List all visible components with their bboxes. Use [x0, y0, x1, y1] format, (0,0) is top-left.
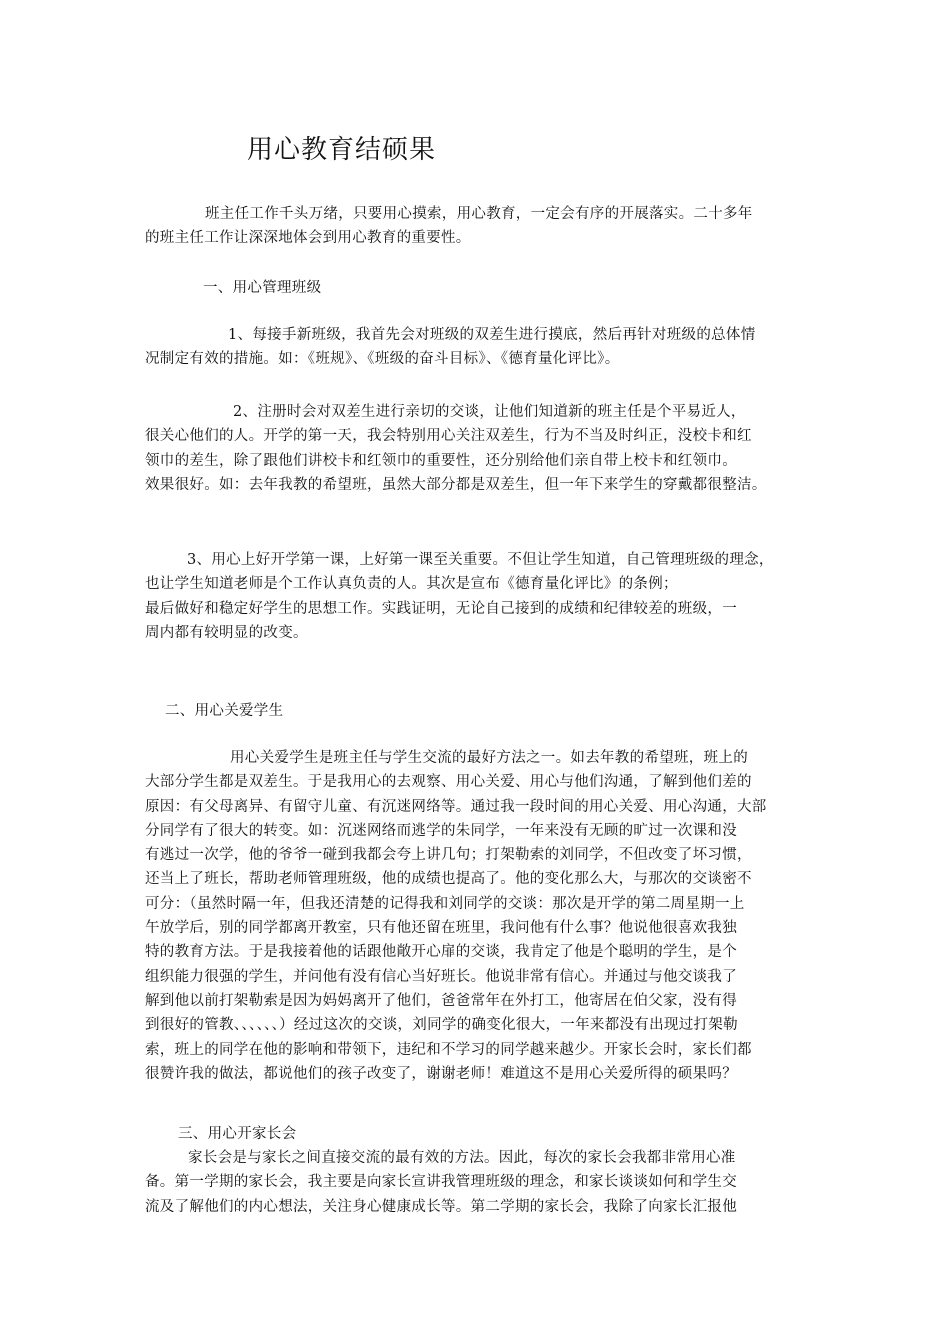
section-heading-3: 三、用心开家长会 [178, 1126, 297, 1142]
paragraph-line: 备。第一学期的家长会，我主要是向家长宣讲我管理班级的理念，和家长谈谈如何和学生交 [145, 1174, 737, 1191]
paragraph-line: 2、注册时会对双差生进行亲切的交谈，让他们知道新的班主任是个平易近人， [233, 404, 746, 420]
paragraph-line: 1、每接手新班级，我首先会对班级的双差生进行摸底，然后再针对班级的总体情 [228, 327, 756, 343]
paragraph-line: 班主任工作千头万绪，只要用心摸索，用心教育，一定会有序的开展落实。二十多年 [205, 206, 753, 222]
paragraph-line: 分同学有了很大的转变。如：沉迷网络而逃学的朱同学，一年来没有无顾的旷过一次课和没 [145, 822, 737, 839]
paragraph-line: 的班主任工作让深深地体会到用心教育的重要性。 [145, 230, 471, 247]
paragraph-line: 原因：有父母离异、有留守儿童、有沉迷网络等。通过我一段时间的用心关爱、用心沟通，大部 [145, 798, 767, 815]
section2-paragraph [145, 746, 810, 1086]
paragraph-line: 领巾的差生，除了跟他们讲校卡和红领巾的重要性，还分别给他们亲自带上校卡和红领巾。 [145, 452, 737, 469]
paragraph-line: 特的教育方法。于是我接着他的话跟他敞开心扉的交谈，我肯定了他是个聪明的学生，是个 [145, 944, 737, 961]
paragraph-line: 最后做好和稳定好学生的思想工作。实践证明，无论自己接到的成绩和纪律较差的班级，一 [145, 600, 737, 617]
document-title: 用心教育结硕果 [247, 135, 437, 165]
paragraph-line: 用心关爱学生是班主任与学生交流的最好方法之一。如去年教的希望班，班上的 [230, 750, 748, 766]
paragraph-line: 流及了解他们的内心想法，关注身心健康成长等。第二学期的家长会，我除了向家长汇报他 [145, 1198, 737, 1215]
paragraph-line: 也让学生知道老师是个工作认真负责的人。其次是宣布《德育量化评比》的条例； [145, 576, 678, 593]
paragraph-line: 索，班上的同学在他的影响和带领下，违纪和不学习的同学越来越少。开家长会时，家长们都 [145, 1041, 752, 1058]
intro-paragraph [145, 202, 810, 251]
section-heading-1: 一、用心管理班级 [203, 280, 322, 296]
paragraph-line: 3、用心上好开学第一课，上好第一课至关重要。不但让学生知道，自己管理班级的理念， [187, 552, 774, 568]
paragraph-line: 解到他以前打架勒索是因为妈妈离开了他们，爸爸常年在外打工，他寄居在伯父家，没有得 [145, 992, 737, 1009]
section3-paragraph [145, 1146, 810, 1219]
paragraph-line: 家长会是与家长之间直接交流的最有效的方法。因此，每次的家长会我都非常用心准 [188, 1150, 736, 1166]
section-heading-2: 二、用心关爱学生 [165, 703, 284, 719]
paragraph-line: 可分：（虽然时隔一年，但我还清楚的记得我和刘同学的交谈：那次是开学的第二周星期一上 [145, 895, 745, 912]
paragraph-line: 到很好的管教、、、、、、）经过这次的交谈，刘同学的确变化很大，一年来都没有出现过打架勒 [145, 1017, 738, 1034]
paragraph-line: 午放学后，别的同学都离开教室，只有他还留在班里，我问他有什么事？他说他很喜欢我独 [145, 920, 737, 937]
paragraph-line: 效果很好。如：去年我教的希望班，虽然大部分都是双差生，但一年下来学生的穿戴都很整洁。 [145, 476, 767, 493]
section1-item-2 [145, 400, 810, 497]
paragraph-line: 很赞许我的做法，都说他们的孩子改变了，谢谢老师！难道这不是用心关爱所得的硕果吗？ [145, 1065, 737, 1082]
paragraph-line: 很关心他们的人。开学的第一天，我会特别用心关注双差生，行为不当及时纠正，没校卡和红 [145, 428, 752, 445]
paragraph-line: 还当上了班长，帮助老师管理班级，他的成绩也提高了。他的变化那么大，与那次的交谈密不 [145, 871, 752, 888]
paragraph-line: 组织能力很强的学生，并问他有没有信心当好班长。他说非常有信心。并通过与他交谈我了 [145, 968, 737, 985]
paragraph-line: 有逃过一次学，他的爷爷一碰到我都会夸上讲几句；打架勒索的刘同学，不但改变了坏习惯， [145, 847, 752, 864]
section1-item-1 [145, 323, 810, 372]
paragraph-line: 大部分学生都是双差生。于是我用心的去观察、用心关爱、用心与他们沟通，了解到他们差的 [145, 774, 752, 791]
paragraph-line: 况制定有效的措施。如：《班规》、《班级的奋斗目标》、《德育量化评比》。 [145, 351, 620, 368]
section1-item-3 [145, 548, 810, 645]
paragraph-line: 周内都有较明显的改变。 [145, 624, 308, 641]
